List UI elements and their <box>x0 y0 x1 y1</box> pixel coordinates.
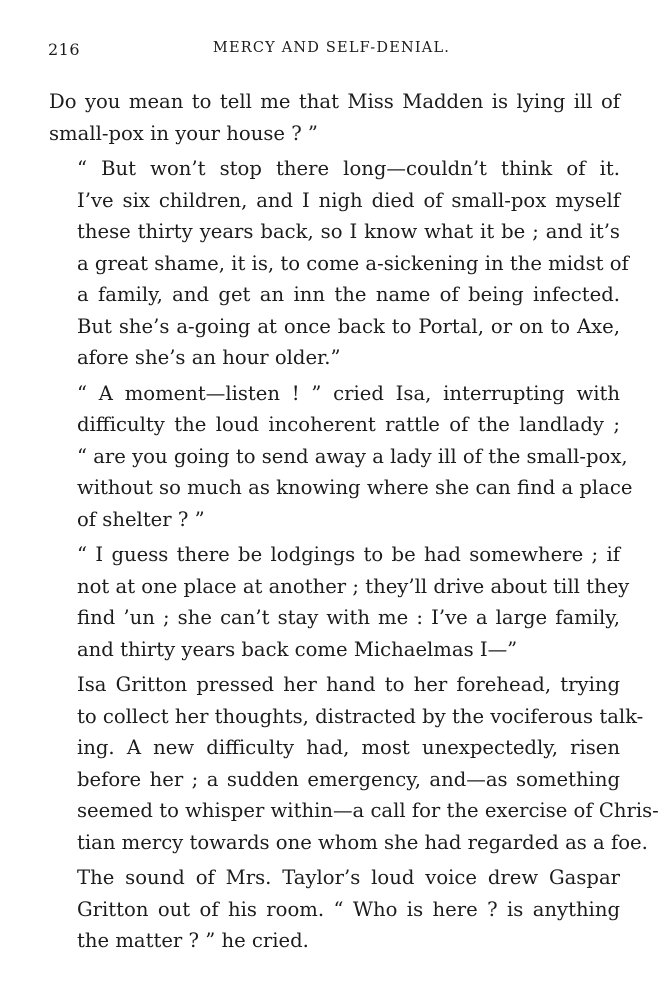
text-line: to collect her thoughts, distracted by the vociferous talk- <box>77 704 644 728</box>
paragraph-1 <box>49 86 620 149</box>
text-line: of shelter ? ” <box>77 507 205 531</box>
text-line: Do you mean to tell me that Miss Madden is lying ill of <box>49 90 620 113</box>
running-head: MERCY AND SELF-DENIAL. <box>212 40 451 56</box>
text-line: Gritton out of his room. “ Who is here ? is anything <box>77 897 620 921</box>
page-number: 216 <box>48 40 81 59</box>
text-line: without so much as knowing where she can find a place <box>77 476 633 499</box>
paragraph-2 <box>49 153 629 374</box>
text-line: not at one place at another ; they’ll drive about till they <box>77 574 630 598</box>
text-line: “ are you going to send away a lady ill of the small-pox, <box>77 444 628 468</box>
paragraph-5 <box>49 669 659 858</box>
text-line: difficulty the loud incoherent rattle of the landlady ; <box>77 413 620 436</box>
paragraph-4 <box>49 539 630 665</box>
text-line: I’ve six children, and I nigh died of small-pox myself <box>77 188 620 212</box>
text-line: But she’s a-going at once back to Portal, or on to Axe, <box>77 314 620 338</box>
text-line: “ But won’t stop there long—couldn’t think of it. <box>77 157 620 180</box>
text-line: seemed to whisper within—a call for the exercise of Chris- <box>77 799 659 822</box>
text-line: afore she’s an hour older.” <box>77 346 341 369</box>
text-line: these thirty years back, so I know what it be ; and it’s <box>77 220 620 243</box>
text-line: ing. A new difficulty had, most unexpectedly, risen <box>77 736 620 759</box>
text-line: small-pox in your house ? ” <box>49 121 318 145</box>
text-line: The sound of Mrs. Taylor’s loud voice drew Gaspar <box>77 866 620 889</box>
text-line: a family, and get an inn the name of being infected. <box>77 283 620 306</box>
text-line: and thirty years back come Michaelmas I—” <box>77 637 518 661</box>
text-line: tian mercy towards one whom she had regarded as a foe. <box>77 830 648 854</box>
text-line: before her ; a sudden emergency, and—as something <box>77 767 620 791</box>
paragraph-6 <box>49 862 620 957</box>
paragraph-3 <box>49 378 633 536</box>
text-line: find ’un ; she can’t stay with me : I’ve a large family, <box>77 606 620 629</box>
text-line: Isa Gritton pressed her hand to her forehead, trying <box>77 673 620 696</box>
text-line: a great shame, it is, to come a-sickening in the midst of <box>77 251 629 275</box>
page-header <box>48 40 615 64</box>
text-line: the matter ? ” he cried. <box>77 929 309 952</box>
body-text <box>49 86 659 957</box>
text-line: “ I guess there be lodgings to be had somewhere ; if <box>77 543 620 566</box>
text-line: “ A moment—listen ! ” cried Isa, interrupting with <box>77 381 620 405</box>
